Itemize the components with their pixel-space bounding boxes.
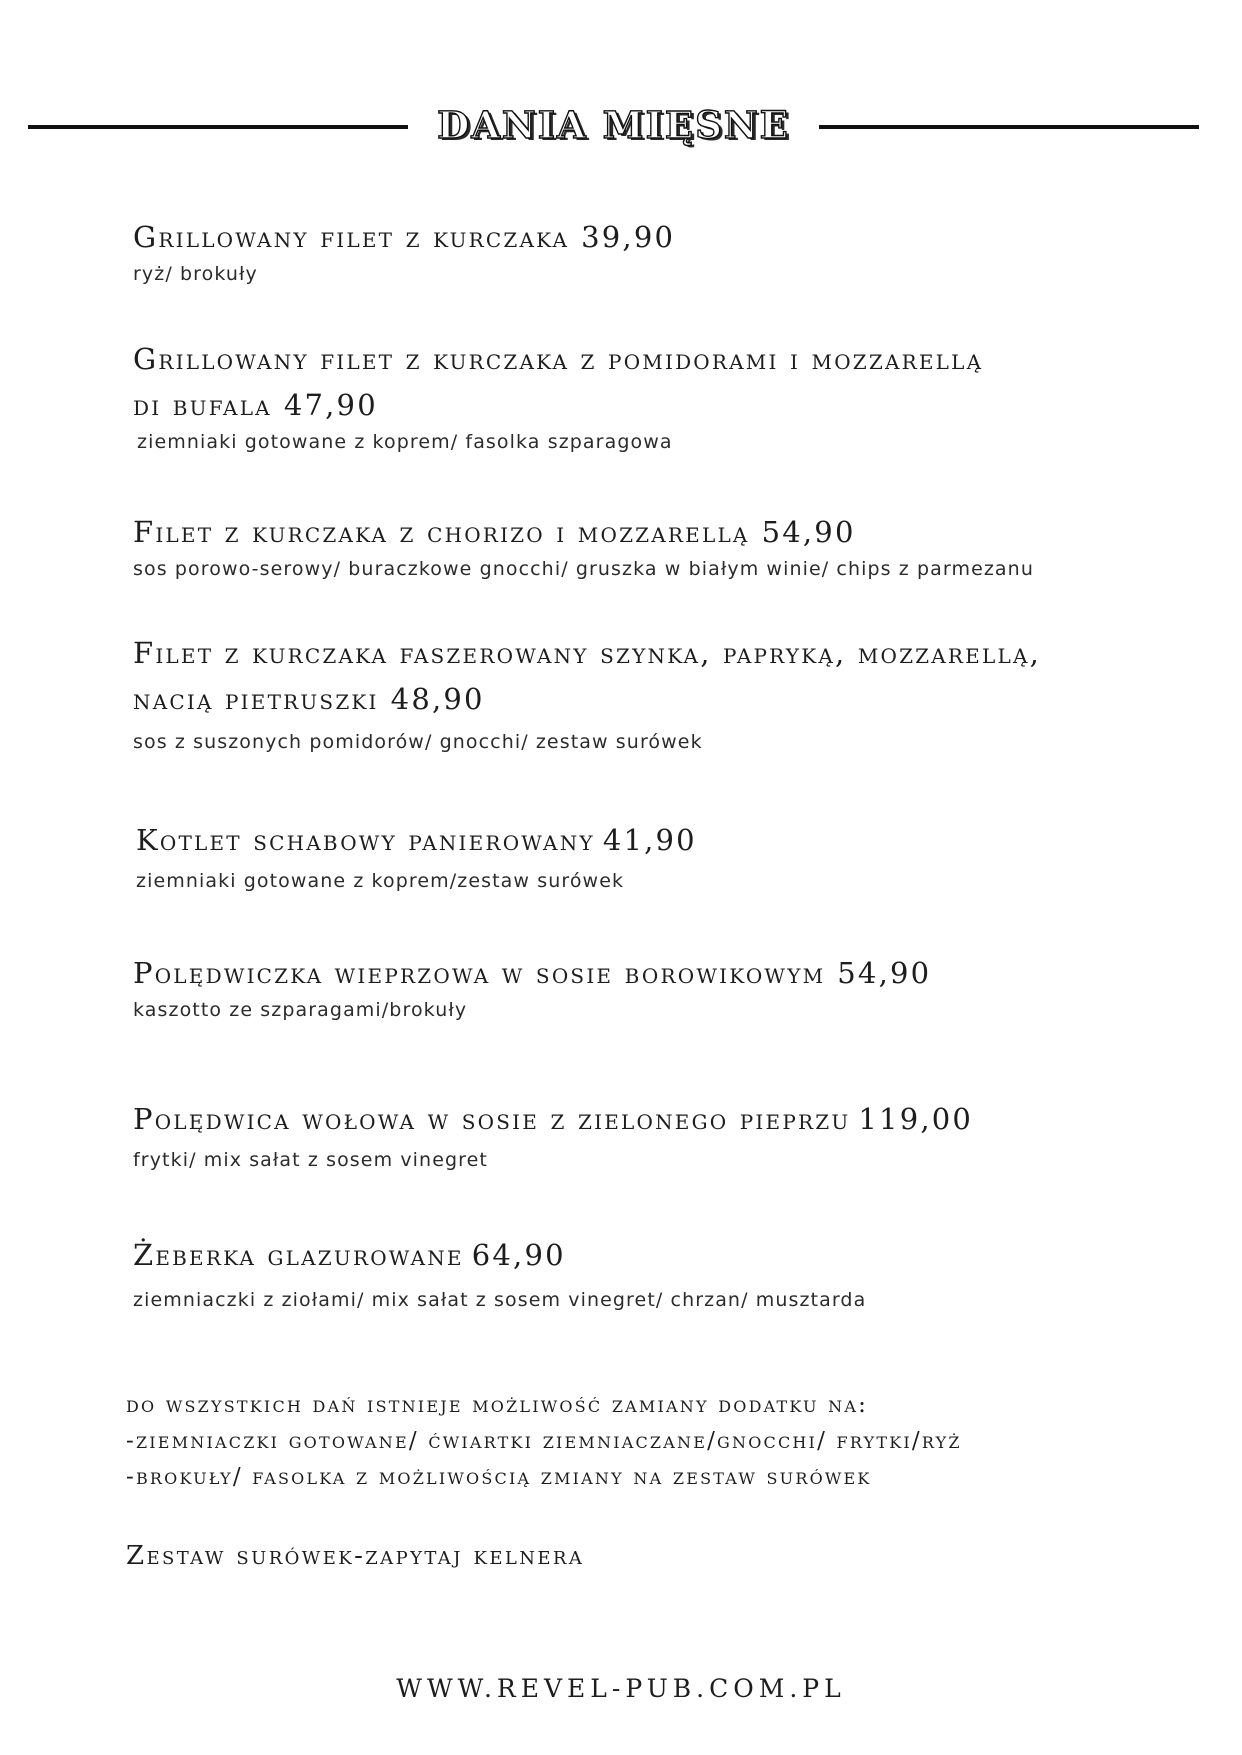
menu-item-chicken-mozzarella-bufala: [133, 336, 1183, 456]
website-footer: WWW.REVEL-PUB.COM.PL: [396, 1674, 846, 1703]
dish-description: ryż/ brokuły: [133, 263, 258, 285]
side-dish-notes: [126, 1387, 1176, 1495]
dish-name: [133, 214, 1183, 260]
salad-note: Zestaw surówek-zapytaj kelnera: [126, 1541, 585, 1571]
dish-price: 48,90: [390, 682, 485, 716]
dish-description: sos porowo-serowy/ buraczkowe gnocchi/ gruszka w białym winie/ chips z parmezanu: [133, 558, 1034, 580]
section-title: DANIA MIĘSNE: [437, 103, 790, 147]
note-line: do wszystkich dań istnieje możliwość zamiany dodatku na:: [126, 1392, 869, 1418]
dish-price: 64,90: [471, 1238, 566, 1272]
dish-name: [133, 336, 1183, 382]
dish-name-line: Polędwica wołowa w sosie z zielonego pieprzu: [133, 1102, 851, 1136]
dish-name: [133, 509, 1183, 555]
dish-name-line: Polędwiczka wieprzowa w sosie borowikowym: [133, 956, 826, 990]
dish-description: frytki/ mix sałat z sosem vinegret: [133, 1149, 488, 1171]
dish-name-line: Grillowany filet z kurczaka: [133, 220, 570, 254]
dish-price: 39,90: [581, 220, 676, 254]
dish-name-line: Filet z kurczaka z chorizo i mozzarellą: [133, 515, 750, 549]
dish-name-line: Kotlet schabowy panierowany: [136, 823, 595, 857]
header-rule-left: [28, 125, 408, 129]
menu-item-stuffed-chicken: [133, 630, 1183, 756]
dish-name-line: nacią pietruszki: [133, 682, 379, 716]
dish-name: [133, 382, 1183, 428]
dish-name: [136, 817, 1186, 863]
dish-price: 54,90: [837, 956, 932, 990]
menu-item-beef-tenderloin: [133, 1096, 1183, 1174]
dish-description: ziemniaki gotowane z koprem/zestaw surówek: [136, 870, 625, 892]
menu-item-chicken-chorizo: [133, 509, 1183, 583]
dish-name: [133, 1232, 1183, 1278]
dish-description: ziemniaczki z ziołami/ mix sałat z sosem vinegret/ chrzan/ musztarda: [133, 1289, 867, 1311]
dish-name-line: Filet z kurczaka faszerowany szynka, papryką, mozzarellą,: [133, 636, 1042, 670]
dish-name-line: Żeberka glazurowane: [133, 1238, 464, 1272]
dish-description: ziemniaki gotowane z koprem/ fasolka szparagowa: [137, 431, 673, 453]
dish-price: 119,00: [858, 1102, 974, 1136]
dish-name: [133, 1096, 1183, 1142]
dish-price: 41,90: [602, 823, 697, 857]
menu-item-glazed-ribs: [133, 1232, 1183, 1314]
dish-price: 54,90: [761, 515, 856, 549]
dish-name-line: di bufala: [133, 388, 272, 422]
dish-name: [133, 950, 1183, 996]
header-rule-right: [819, 125, 1199, 129]
note-line: -brokuły/ fasolka z możliwością zmiany na zestaw surówek: [126, 1464, 872, 1490]
note-line: -ziemniaczki gotowane/ ćwiartki ziemniaczane/gnocchi/ frytki/ryż: [126, 1428, 962, 1454]
menu-item-pork-cutlet: [136, 817, 1186, 895]
dish-description: sos z suszonych pomidorów/ gnocchi/ zestaw surówek: [133, 731, 703, 753]
dish-name: [133, 630, 1183, 676]
menu-item-pork-tenderloin: [133, 950, 1183, 1024]
dish-price: 47,90: [283, 388, 378, 422]
dish-name: [133, 676, 1183, 722]
dish-name-line: Grillowany filet z kurczaka z pomidorami i mozzarellą: [133, 342, 984, 376]
menu-header: [28, 104, 1199, 146]
menu-item-grilled-chicken: [133, 214, 1183, 288]
dish-description: kaszotto ze szparagami/brokuły: [133, 999, 468, 1021]
